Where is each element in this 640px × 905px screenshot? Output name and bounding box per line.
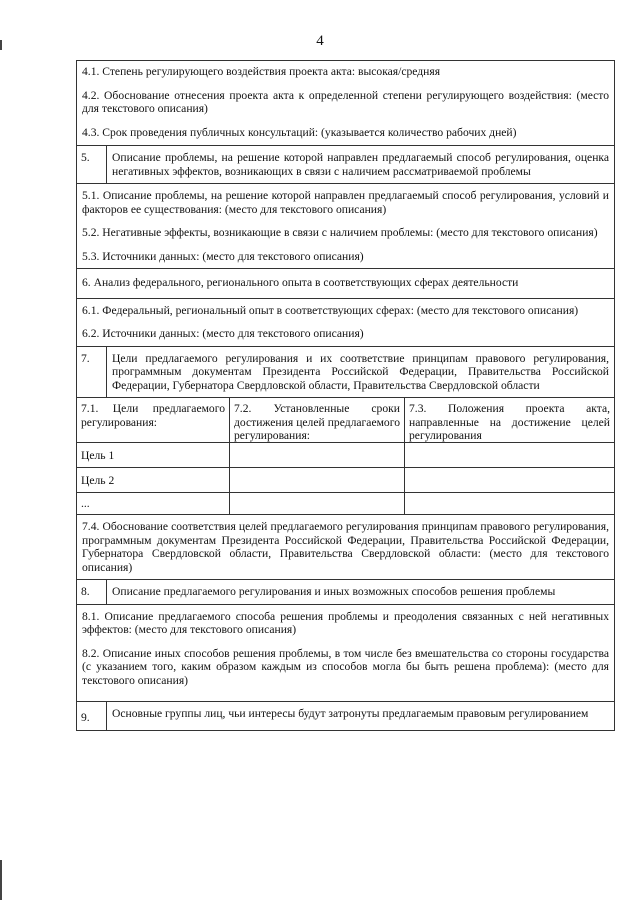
section-number: 8.	[77, 580, 107, 604]
goals-table	[77, 397, 614, 514]
goals-col-header-2: 7.2. Установленные сроки достижения целей предлагаемого регулирования:	[230, 398, 405, 442]
item-7-4: 7.4. Обоснование соответствия целей предлагаемого регулирования принципам правового регулирования, программным документам Президента Российской Федерации, Правительства Российской Федерации, Губернатора Свердловской области, Правительства Свердловской области: (место для текстового описания)	[82, 520, 609, 574]
item-6-1: 6.1. Федеральный, региональный опыт в соответствующих сферах: (место для текстового описания)	[82, 303, 579, 317]
section-4-block	[77, 60, 614, 145]
goal-2-provisions-cell	[405, 467, 614, 492]
section-6-block	[77, 298, 614, 346]
section-title: Основные группы лиц, чьи интересы будут затронуты предлагаемым правовым регулированием	[112, 707, 589, 720]
item-4-1: 4.1. Степень регулирующего воздействия проекта акта: высокая/средняя	[82, 65, 441, 78]
goal-1-label: Цель 1	[77, 442, 230, 467]
section-title: Цели предлагаемого регулирования и их соответствие принципам правового регулирования, программным документам Президента Российской Федерации, Правительства Российской Федерации, Губернатора Свердловской области, Правительства Свердловской области	[112, 351, 609, 392]
section-7-4-block	[77, 514, 614, 579]
item-4-2: 4.2. Обоснование отнесения проекта акта к определенной степени регулирующего воздействия: (место для текстового описания)	[82, 88, 609, 115]
section-title: Описание предлагаемого регулирования и иных возможных способов решения проблемы	[112, 585, 556, 598]
section-5-header	[77, 145, 614, 183]
item-8-2: 8.2. Описание иных способов решения проблемы, в том числе без вмешательства со стороны государства (с указанием того, каким образом каждым из способов могла бы быть решена проблема): (место для текстового описания)	[82, 646, 609, 687]
section-6-header	[77, 268, 614, 298]
goal-more-deadline-cell	[230, 492, 405, 514]
goal-1-deadline-cell	[230, 442, 405, 467]
item-4-3: 4.3. Срок проведения публичных консультаций: (указывается количество рабочих дней)	[82, 125, 517, 139]
scan-edge-mark	[0, 860, 2, 900]
section-5-block	[77, 183, 614, 268]
goal-more-provisions-cell	[405, 492, 614, 514]
section-number: 9.	[77, 702, 107, 730]
goal-2-deadline-cell	[230, 467, 405, 492]
section-8-header	[77, 579, 614, 604]
goals-col-header-1: 7.1. Цели предлагаемого регулирования:	[77, 398, 230, 442]
section-number: 5.	[77, 146, 107, 183]
item-5-1: 5.1. Описание проблемы, на решение которой направлен предлагаемый способ регулирования, условий и факторов ее существования: (место для текстового описания)	[82, 189, 609, 216]
goal-2-label: Цель 2	[77, 467, 230, 492]
item-5-2: 5.2. Негативные эффекты, возникающие в связи с наличием проблемы: (место для текстового описания)	[82, 226, 598, 239]
item-5-3: 5.3. Источники данных: (место для текстового описания)	[82, 249, 364, 263]
goal-more-label: ...	[77, 492, 230, 514]
section-8-block	[77, 604, 614, 702]
section-9-header	[77, 701, 614, 730]
section-title: Описание проблемы, на решение которой направлен предлагаемый способ регулирования, оценка негативных эффектов, возникающих в связи с наличием рассматриваемой проблемы	[112, 151, 609, 178]
item-8-1: 8.1. Описание предлагаемого способа решения проблемы и преодоления связанных с ней негативных эффектов: (место для текстового описания)	[82, 609, 609, 636]
section-7-header	[77, 346, 614, 398]
goals-col-header-3: 7.3. Положения проекта акта, направленные на достижение целей регулирования	[409, 402, 610, 442]
item-6-2: 6.2. Источники данных: (место для текстового описания)	[82, 327, 364, 340]
section-title: 6. Анализ федерального, регионального опыта в соответствующих сферах деятельности	[82, 276, 519, 289]
section-number: 7.	[77, 347, 107, 398]
goal-1-provisions-cell	[405, 442, 614, 467]
page-number: 4	[316, 33, 324, 49]
regulatory-table	[76, 60, 615, 731]
